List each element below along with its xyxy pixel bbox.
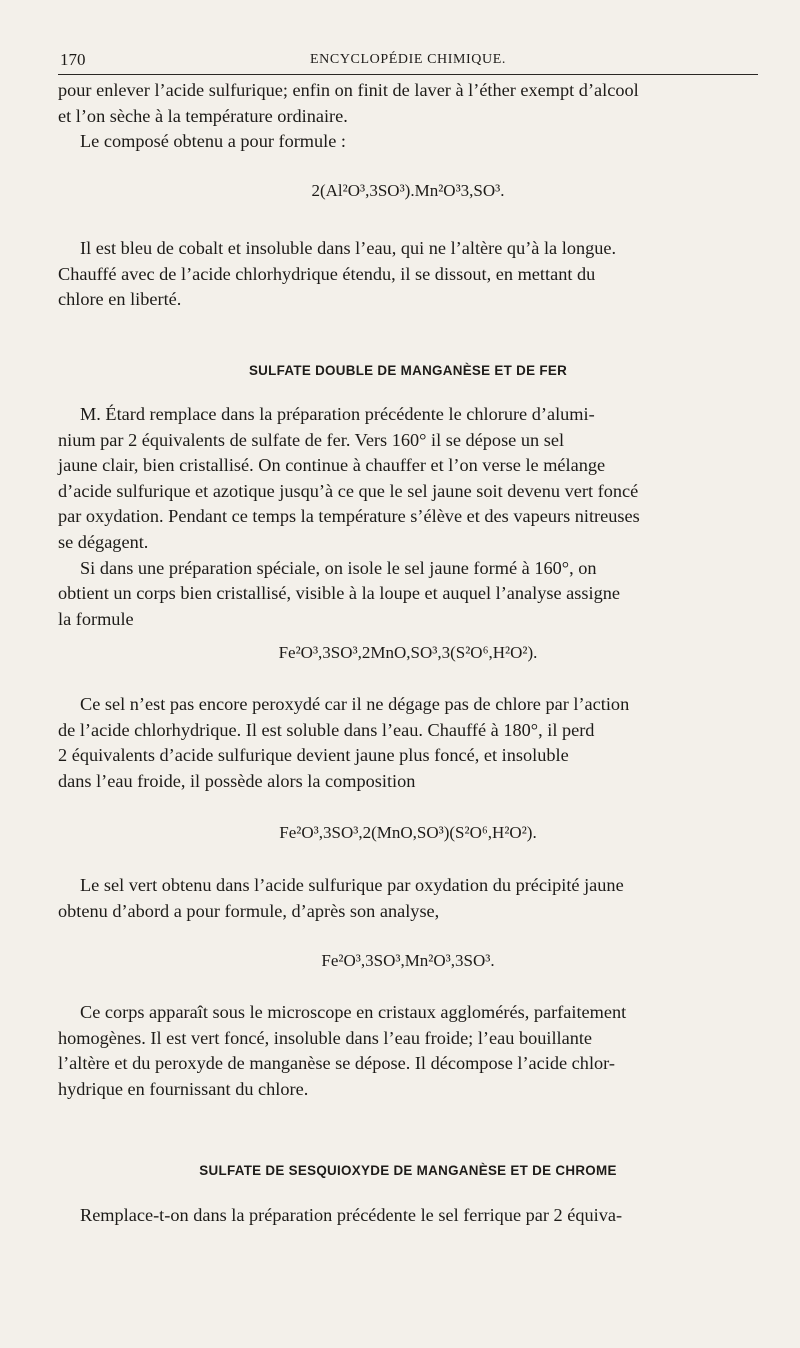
text-line: pour enlever l’acide sulfurique; enfin on finit de laver à l’éther exempt d’alcool — [58, 80, 639, 100]
text-line: obtenu d’abord a pour formule, d’après son analyse, — [58, 900, 440, 921]
text-line: dans l’eau froide, il possède alors la composition — [58, 770, 416, 791]
paragraph-etard — [58, 402, 758, 632]
text-line: Le sel vert obtenu dans l’acide sulfurique par oxydation du précipité jaune — [80, 875, 624, 895]
text-line: et l’on sèche à la température ordinaire. — [58, 105, 348, 126]
text-line: Remplace-t-on dans la préparation précédente le sel ferrique par 2 équiva- — [80, 1205, 623, 1225]
text-line: Le composé obtenu a pour formule : — [80, 131, 347, 152]
text-line: Ce sel n’est pas encore peroxydé car il ne dégage pas de chlore par l’action — [80, 694, 630, 714]
paragraph-continuation — [58, 78, 758, 155]
page-number: 170 — [60, 50, 86, 69]
paragraph-peroxide — [58, 692, 758, 794]
paragraph-microscope — [58, 1000, 758, 1102]
text-line: par oxydation. Pendant ce temps la température s’élève et des vapeurs nitreuses — [58, 506, 640, 527]
paragraph-chrome — [58, 1203, 758, 1229]
section-heading-manganese-chrome: SULFATE DE SESQUIOXYDE DE MANGANÈSE ET DE CHROME — [199, 1163, 617, 1178]
text-line: Chauffé avec de l’acide chlorhydrique étendu, il se dissout, en mettant du — [58, 263, 596, 284]
paragraph-green-salt — [58, 873, 758, 924]
text-line: jaune clair, bien cristallisé. On continue à chauffer et l’on verse le mélange — [58, 455, 606, 476]
paragraph-properties — [58, 236, 758, 313]
formula-3: Fe²O³,3SO³,2(MnO,SO³)(S²O⁶,H²O²). — [279, 823, 537, 842]
text-line: de l’acide chlorhydrique. Il est soluble dans l’eau. Chauffé à 180°, il perd — [58, 719, 595, 740]
formula-4: Fe²O³,3SO³,Mn²O³,3SO³. — [321, 951, 495, 970]
text-line: homogènes. Il est vert foncé, insoluble dans l’eau froide; l’eau bouillante — [58, 1027, 593, 1048]
text-line: hydrique en fournissant du chlore. — [58, 1078, 309, 1099]
section-heading-manganese-iron: SULFATE DOUBLE DE MANGANÈSE ET DE FER — [248, 363, 568, 378]
page-header — [58, 44, 758, 75]
text-line: obtient un corps bien cristallisé, visible à la loupe et auquel l’analyse assigne — [58, 583, 620, 604]
text-line: Il est bleu de cobalt et insoluble dans l’eau, qui ne l’altère qu’à la longue. — [80, 238, 617, 258]
formula-1: 2(Al²O³,3SO³).Mn²O³3,SO³. — [311, 181, 505, 200]
running-title: ENCYCLOPÉDIE CHIMIQUE. — [310, 52, 506, 67]
text-line: chlore en liberté. — [58, 289, 182, 310]
text-line: la formule — [58, 608, 134, 629]
text-line: nium par 2 équivalents de sulfate de fer. Vers 160° il se dépose un sel — [58, 429, 565, 450]
text-line: se dégagent. — [58, 531, 149, 552]
text-line: 2 équivalents d’acide sulfurique devient jaune plus foncé, et insoluble — [58, 745, 569, 766]
formula-2: Fe²O³,3SO³,2MnO,SO³,3(S²O⁶,H²O²). — [278, 643, 538, 662]
text-line: l’altère et du peroxyde de manganèse se dépose. Il décompose l’acide chlor- — [58, 1053, 615, 1074]
text-line: M. Étard remplace dans la préparation précédente le chlorure d’alumi- — [80, 404, 595, 424]
text-line: Si dans une préparation spéciale, on isole le sel jaune formé à 160°, on — [80, 557, 597, 578]
text-line: d’acide sulfurique et azotique jusqu’à ce que le sel jaune soit devenu vert foncé — [58, 480, 639, 501]
text-line: Ce corps apparaît sous le microscope en cristaux agglomérés, parfaitement — [80, 1002, 627, 1022]
